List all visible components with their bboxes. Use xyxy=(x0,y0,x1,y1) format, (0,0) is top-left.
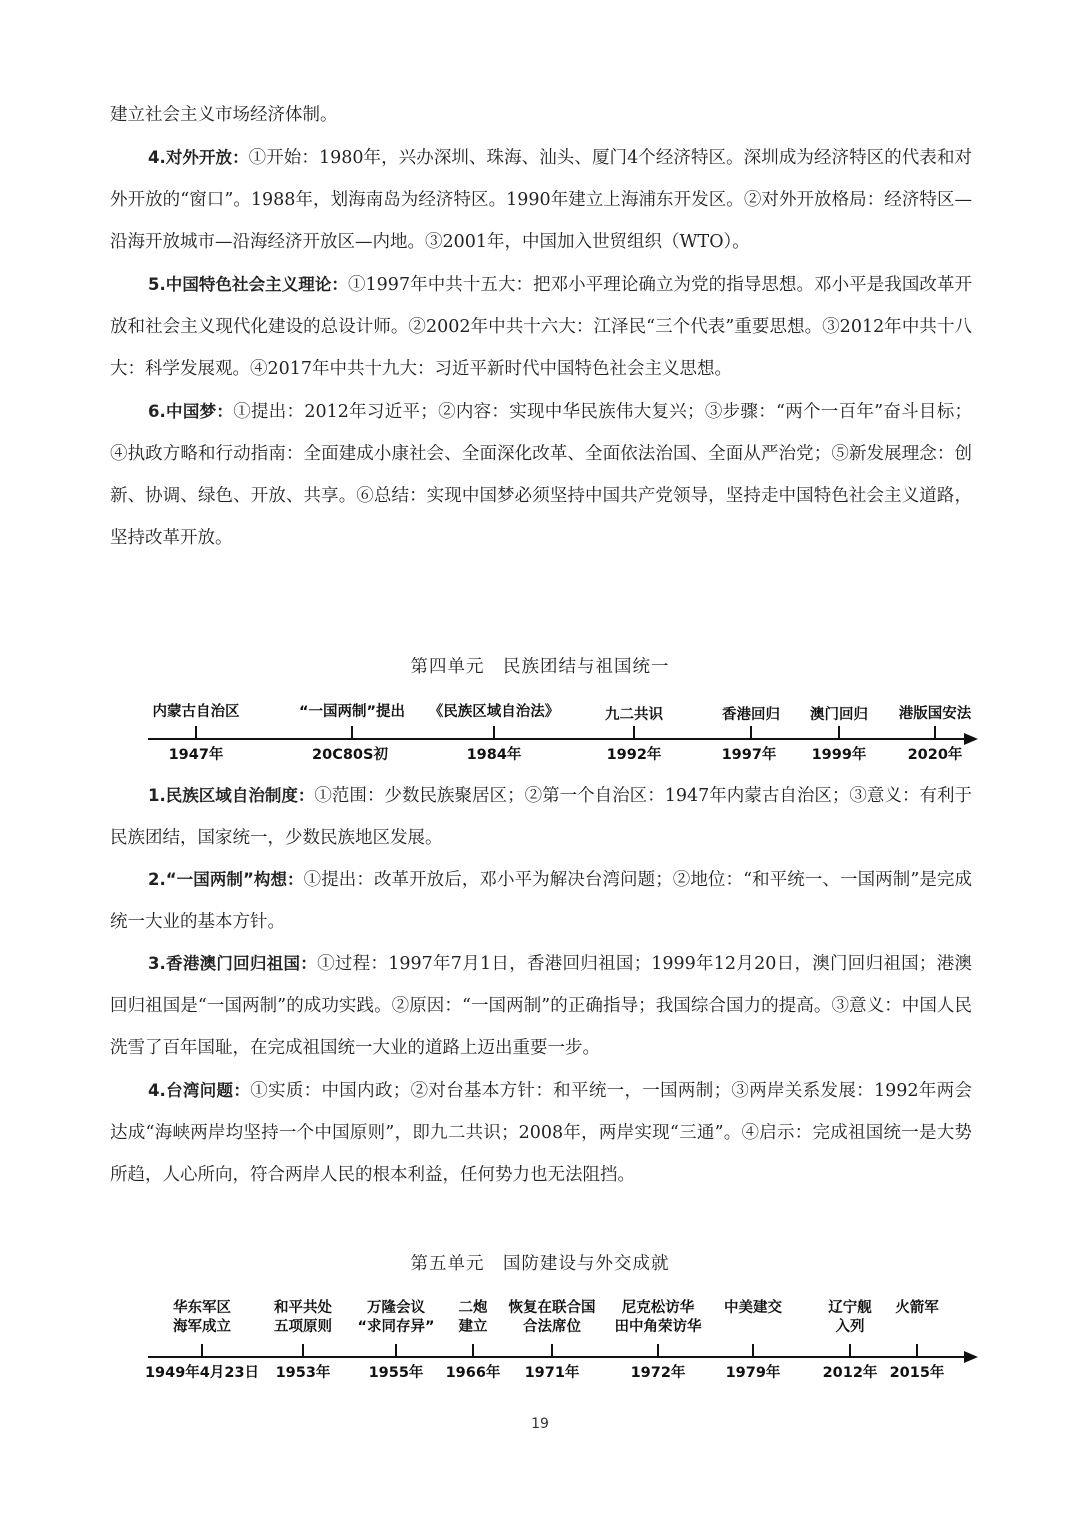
unit5-heading: 第五单元 国防建设与外交成就 xyxy=(410,1254,670,1274)
timeline-year: 1966年 xyxy=(445,1365,501,1381)
paragraph-hk-macau-return: 3.香港澳门回归祖国：①过程：1997年7月1日，香港回归祖国；1999年12月20日，澳门回归祖国；港澳回归祖国是“一国两制”的成功实践。②原因：“一国两制”的正确指导；我国综合国力的提高。③意义：中国人民洗雪了百年国耻，在完成祖国统一大业的道路上迈出重要一步。 xyxy=(110,954,973,1058)
timeline-year: 1949年4月23日 xyxy=(144,1365,260,1381)
timeline-event: 华东军区 海军成立 xyxy=(173,1300,231,1335)
timeline-year: 2015年 xyxy=(889,1365,945,1381)
unit5-timeline xyxy=(140,1300,990,1388)
timeline-tick xyxy=(633,726,635,738)
timeline-tick xyxy=(395,1344,397,1356)
unit4-heading: 第四单元 民族团结与祖国统一 xyxy=(410,657,670,677)
timeline-axis xyxy=(148,738,968,740)
paragraph-ethnic-autonomy: 1.民族区域自治制度：①范围：少数民族聚居区；②第一个自治区：1947年内蒙古自治区；③意义：有利于民族团结，国家统一，少数民族地区发展。 xyxy=(110,786,972,848)
paragraph-title: 6.中国梦： xyxy=(148,402,234,421)
timeline-year: 1947年 xyxy=(168,747,224,763)
paragraph-title: 1.民族区域自治制度： xyxy=(148,786,315,805)
paragraph-title: 4.台湾问题： xyxy=(148,1081,251,1100)
timeline-year: 20C80S初 xyxy=(312,747,388,763)
paragraph-market-economy: 建立社会主义市场经济体制。 xyxy=(110,105,338,125)
timeline-year: 1979年 xyxy=(725,1365,781,1381)
timeline-year: 1955年 xyxy=(368,1365,424,1381)
timeline-tick xyxy=(302,1344,304,1356)
timeline-tick xyxy=(916,1344,918,1356)
timeline-event: 尼克松访华 田中角荣访华 xyxy=(614,1300,702,1335)
paragraph-opening-up: 4.对外开放：①开始：1980年，兴办深圳、珠海、汕头、厦门4个经济特区。深圳成为经济特区的代表和对外开放的“窗口”。1988年，划海南岛为经济特区。1990年建立上海浦东开发区。②对外开放格局：经济特区—沿海开放城市—沿海经济开放区—内地。③2001年，中国加入世贸组织（WTO）。 xyxy=(110,148,973,252)
paragraph-title: 2.“一国两制”构想： xyxy=(148,870,304,889)
timeline-tick xyxy=(657,1344,659,1356)
timeline-tick xyxy=(472,1344,474,1356)
timeline-event: 万隆会议 “求同存异” xyxy=(357,1300,435,1335)
timeline-arrow xyxy=(964,1351,978,1363)
timeline-year: 1997年 xyxy=(721,747,777,763)
page-number: 19 xyxy=(531,1416,549,1432)
timeline-tick xyxy=(195,726,197,738)
paragraph-taiwan-issue: 4.台湾问题：①实质：中国内政；②对台基本方针：和平统一，一国两制；③两岸关系发展：1992年两会达成“海峡两岸均坚持一个中国原则”，即九二共识；2008年，两岸实现“三通”。④启示：完成祖国统一是大势所趋，人心所向，符合两岸人民的根本利益，任何势力也无法阻挡。 xyxy=(110,1081,972,1185)
timeline-year: 1984年 xyxy=(466,747,522,763)
timeline-event: 恢复在联合国 合法席位 xyxy=(508,1300,596,1335)
timeline-year: 1971年 xyxy=(524,1365,580,1381)
timeline-year: 1999年 xyxy=(811,747,867,763)
timeline-event: 火箭军 xyxy=(895,1300,939,1316)
timeline-year: 1972年 xyxy=(630,1365,686,1381)
timeline-axis xyxy=(148,1356,968,1358)
paragraph-title: 3.香港澳门回归祖国： xyxy=(148,954,318,973)
timeline-year: 2020年 xyxy=(907,747,963,763)
timeline-tick xyxy=(934,726,936,738)
timeline-event: 九二共识 xyxy=(605,707,663,723)
timeline-event: 澳门回归 xyxy=(810,707,868,723)
timeline-tick xyxy=(752,1344,754,1356)
timeline-tick xyxy=(750,726,752,738)
timeline-tick xyxy=(493,726,495,738)
timeline-event: 《民族区域自治法》 xyxy=(428,704,560,720)
paragraph-chinese-dream: 6.中国梦：①提出：2012年习近平；②内容：实现中华民族伟大复兴；③步骤：“两个一百年”奋斗目标；④执政方略和行动指南：全面建成小康社会、全面深化改革、全面依法治国、全面从严治党；⑤新发展理念：创新、协调、绿色、开放、共享。⑥总结：实现中国梦必须坚持中国共产党领导，坚持走中国特色社会主义道路，坚持改革开放。 xyxy=(110,402,973,548)
timeline-tick xyxy=(351,726,353,738)
paragraph-title: 4.对外开放： xyxy=(148,148,249,167)
timeline-event: “一国两制”提出 xyxy=(298,704,406,720)
timeline-year: 1992年 xyxy=(606,747,662,763)
timeline-tick xyxy=(551,1344,553,1356)
timeline-event: 内蒙古自治区 xyxy=(152,704,240,720)
paragraph-one-country-two-systems: 2.“一国两制”构想：①提出：改革开放后，邓小平为解决台湾问题；②地位：“和平统一、一国两制”是完成统一大业的基本方针。 xyxy=(110,870,972,932)
timeline-year: 2012年 xyxy=(822,1365,878,1381)
timeline-event: 辽宁舰 入列 xyxy=(828,1300,872,1335)
timeline-tick xyxy=(838,726,840,738)
paragraph-title: 5.中国特色社会主义理论： xyxy=(148,275,348,294)
unit4-timeline xyxy=(140,698,990,768)
timeline-event: 港版国安法 xyxy=(898,706,972,722)
timeline-tick xyxy=(201,1344,203,1356)
timeline-event: 中美建交 xyxy=(724,1300,782,1316)
timeline-event: 香港回归 xyxy=(722,707,780,723)
paragraph-socialist-theory: 5.中国特色社会主义理论：①1997年中共十五大：把邓小平理论确立为党的指导思想。邓小平是我国改革开放和社会主义现代化建设的总设计师。②2002年中共十六大：江泽民“三个代表”重要思想。③2012年中共十八大：科学发展观。④2017年中共十九大：习近平新时代中国特色社会主义思想。 xyxy=(110,275,973,379)
timeline-tick xyxy=(849,1344,851,1356)
timeline-arrow xyxy=(964,733,978,745)
timeline-event: 和平共处 五项原则 xyxy=(274,1300,332,1335)
timeline-event: 二炮 建立 xyxy=(458,1300,488,1335)
timeline-year: 1953年 xyxy=(275,1365,331,1381)
